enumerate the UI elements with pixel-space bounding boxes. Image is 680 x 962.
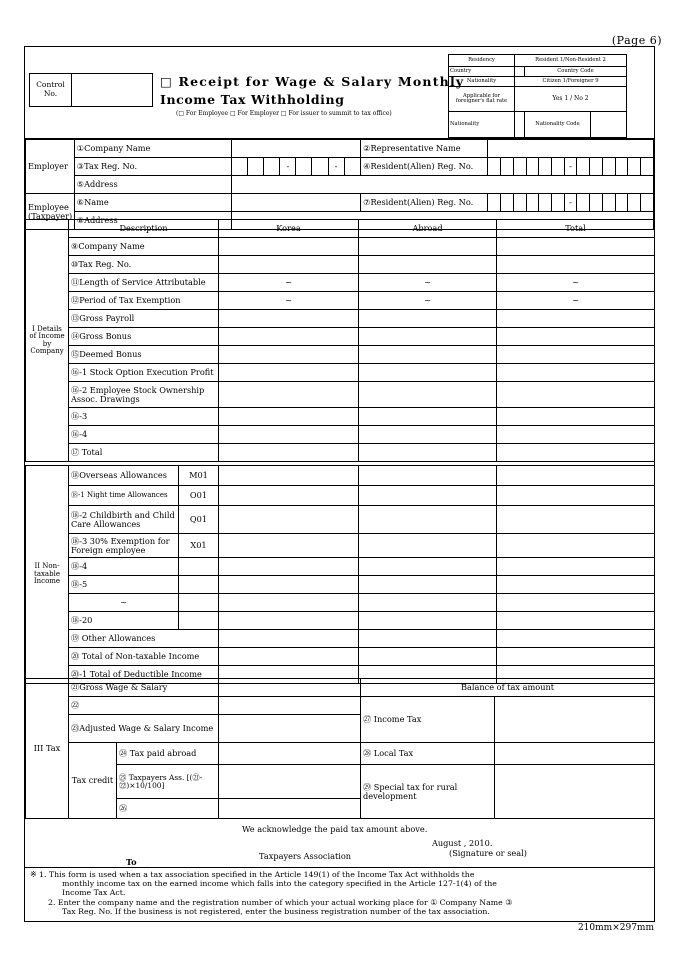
- income-row-label: ⑯-3: [69, 408, 219, 426]
- paper-size: 210mm×297mm: [577, 923, 654, 933]
- company-name-field[interactable]: [231, 140, 360, 158]
- nationality-label-2: Nationality: [449, 111, 515, 137]
- tilde: ~: [497, 274, 655, 292]
- form-title-line2: Income Tax Withholding: [160, 92, 345, 107]
- note-line: Income Tax Act.: [62, 888, 126, 898]
- tilde: ~: [359, 274, 497, 292]
- gross-wage-label: ㉑Gross Wage & Salary: [69, 679, 219, 697]
- company-name-label: ①Company Name: [74, 140, 231, 158]
- col-abroad: Abroad: [359, 220, 497, 238]
- income-row-label: ⑯-2 Employee Stock Ownership Assoc. Drawings: [69, 382, 219, 408]
- col-total: Total: [497, 220, 655, 238]
- col-korea: Korea: [219, 220, 359, 238]
- employee-name-label: ⑥Name: [74, 194, 231, 212]
- notes: [30, 870, 650, 916]
- nontax-row-code: O01: [179, 486, 219, 506]
- income-row-label: ⑮Deemed Bonus: [69, 346, 219, 364]
- special-tax-field[interactable]: [495, 765, 655, 819]
- row22-label: ㉒: [69, 697, 219, 715]
- nontax-row-label: ⑱-5: [69, 576, 179, 594]
- nontax-row-label: ⑱Overseas Allowances: [69, 466, 179, 486]
- employee-address-label: ⑧Address: [74, 212, 231, 230]
- tilde: ~: [219, 274, 359, 292]
- employer-address-field[interactable]: [231, 176, 653, 194]
- income-tax-label: ㉗ Income Tax: [361, 697, 495, 743]
- income-row-label: ⑭Gross Bonus: [69, 328, 219, 346]
- total-nontax-label: ⑳ Total of Non-taxable Income: [69, 648, 219, 666]
- nontax-row-label: ⑱-3 30% Exemption for Foreign employee: [69, 534, 179, 558]
- nontax-row-label: ⑱-2 Childbirth and Child Care Allowances: [69, 506, 179, 534]
- income-tax-field[interactable]: [495, 697, 655, 743]
- income-row-label: ⑬Gross Payroll: [69, 310, 219, 328]
- note-line: ※ 1. This form is used when a tax association specified in the Article 149(1) of the Income Tax Act withholds the: [30, 870, 475, 879]
- nationality-value: Citizen 1/Foreigner 9: [515, 77, 627, 87]
- income-row-label: ⑰ Total: [69, 444, 219, 462]
- special-tax-label: ㉙ Special tax for rural development: [361, 765, 495, 819]
- country-label: Country: [449, 67, 515, 77]
- employee-label: Employee (Taxpayer): [26, 194, 75, 230]
- nontax-section-label: II Non-taxable Income: [26, 466, 69, 684]
- row26-label: ㉖: [117, 799, 219, 819]
- col-description: Description: [69, 220, 219, 238]
- tax-section-label: III Tax: [26, 679, 69, 819]
- employer-reg-dash: -: [564, 158, 577, 176]
- employee-name-field[interactable]: [231, 194, 360, 212]
- tax-reg-dash: -: [280, 158, 296, 175]
- control-no-box: [29, 73, 153, 107]
- balance-label: Balance of tax amount: [361, 679, 655, 697]
- tax-table: [25, 678, 655, 819]
- taxpayers-assoc-label: ㉕ Taxpayers Ass. [(㉑-㉒)×10/100]: [117, 765, 219, 799]
- nontax-table: [25, 465, 655, 684]
- local-tax-field[interactable]: [495, 743, 655, 765]
- adjusted-income-label: ㉓Adjusted Wage & Salary Income: [69, 715, 219, 743]
- page-label: (Page 6): [611, 34, 662, 47]
- nontax-row-label: ⑱-1 Night time Allowances: [69, 486, 179, 506]
- acknowledge-association: Taxpayers Association: [259, 851, 352, 861]
- tilde: ~: [219, 292, 359, 310]
- tax-paid-abroad-label: ㉔ Tax paid abroad: [117, 743, 219, 765]
- employee-reg-dash: -: [564, 194, 577, 212]
- employer-resident-reg-label: ④Resident(Alien) Reg. No.: [361, 158, 488, 176]
- nontax-row-label: ⑱-20: [69, 612, 179, 630]
- acknowledge-text: We acknowledge the paid tax amount above.: [242, 824, 428, 834]
- nontax-row-code: X01: [179, 534, 219, 558]
- income-row-label: ⑯-1 Stock Option Execution Profit: [69, 364, 219, 382]
- nontax-row-code: M01: [179, 466, 219, 486]
- nontax-row-label: ⑱-4: [69, 558, 179, 576]
- representative-field[interactable]: [488, 140, 654, 158]
- other-allowances-label: ⑲ Other Allowances: [69, 630, 219, 648]
- nontax-row-code: Q01: [179, 506, 219, 534]
- nationality-label: Nationality: [449, 77, 515, 87]
- acknowledge-to: To: [126, 857, 137, 867]
- tilde: ~: [359, 292, 497, 310]
- income-row-label: ⑨Company Name: [69, 238, 219, 256]
- nationality-code-label: Nationality Code: [525, 111, 591, 137]
- note-line: Tax Reg. No. If the business is not registered, enter the business registration number of the tax association.: [62, 906, 490, 916]
- foreigner-rate-value: Yes 1 / No 2: [515, 87, 627, 111]
- acknowledge-signature: (Signature or seal): [449, 848, 527, 858]
- total-deductible-label: ⑳-1 Total of Deductible Income: [69, 666, 219, 684]
- residency-box: [448, 54, 627, 138]
- tax-reg-dash-2: -: [328, 158, 344, 175]
- nontax-row-label: ~: [69, 594, 179, 612]
- employer-address-label: ⑤Address: [74, 176, 231, 194]
- country-code-label: Country Code: [525, 67, 627, 77]
- local-tax-label: ㉘ Local Tax: [361, 743, 495, 765]
- tax-credit-label: Tax credit: [69, 743, 117, 819]
- income-table: [25, 219, 655, 462]
- tilde: ~: [497, 292, 655, 310]
- representative-label: ②Representative Name: [361, 140, 488, 158]
- tax-reg-label: ③Tax Reg. No.: [74, 158, 231, 176]
- employer-label: Employer: [26, 140, 75, 194]
- residency-label: Residency: [449, 55, 515, 67]
- note-line: 2. Enter the company name and the registration number of which your actual working place for ① Company Name ③: [48, 897, 513, 907]
- notes-divider: [25, 867, 654, 868]
- income-row-label: ⑯-4: [69, 426, 219, 444]
- form-title-line1: □ Receipt for Wage & Salary Monthly: [160, 74, 465, 89]
- employer-employee-table: [25, 139, 654, 230]
- acknowledge-date: August , 2010.: [432, 838, 493, 848]
- income-row-label: ⑩Tax Reg. No.: [69, 256, 219, 274]
- form-subtitle: (□ For Employee □ For Employer □ For issuer to summit to tax office): [176, 110, 392, 117]
- control-no-label: Control No.: [30, 74, 72, 106]
- residency-value: Resident 1/Non-Resident 2: [515, 55, 627, 67]
- employee-resident-reg-label: ⑦Resident(Alien) Reg. No.: [361, 194, 488, 212]
- note-line: monthly income tax on the earned income which falls into the category specified in the Article 127-1(4) of the: [62, 879, 497, 889]
- income-section-label: I Details of Income by Company: [26, 220, 69, 462]
- income-row-label: ⑫Period of Tax Exemption: [69, 292, 219, 310]
- foreigner-rate-label: Applicable for foreigner's flat rate: [449, 87, 515, 111]
- income-row-label: ⑪Length of Service Attributable: [69, 274, 219, 292]
